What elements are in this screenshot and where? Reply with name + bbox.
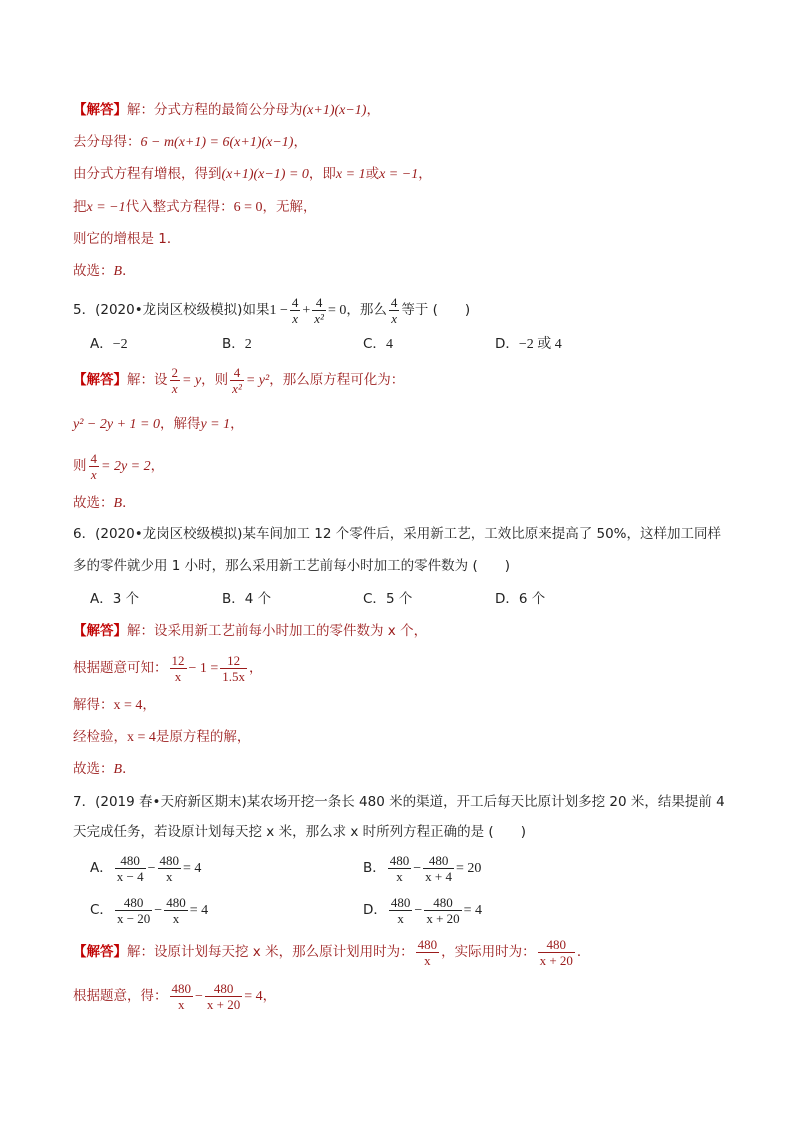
punct: ． (122, 263, 136, 279)
q5-option-a (90, 334, 128, 355)
p4-solution-line-4 (73, 197, 317, 218)
math: (x+1)(x−1) = 0 (221, 167, 309, 182)
text: ，则 (201, 372, 229, 388)
text: ，无解， (262, 199, 317, 215)
math: 1 − (269, 303, 288, 318)
q7-option-d (363, 890, 482, 931)
q6-solution-line-2 (73, 648, 263, 689)
q5-solution-line-1 (73, 360, 404, 401)
choose-label: 故选： (73, 263, 114, 279)
denominator: x (396, 868, 403, 884)
math: = 0 (327, 303, 347, 318)
question-source: (2019 春•天府新区期末) (95, 794, 247, 810)
denominator: x (174, 668, 182, 684)
fraction (389, 295, 400, 326)
fraction (312, 295, 326, 326)
fraction (170, 981, 194, 1012)
text: ，即 (308, 166, 336, 182)
operator: − (414, 903, 423, 918)
math: (x+1)(x−1) (302, 103, 367, 118)
numerator: 480 (171, 980, 191, 996)
question-source: (2020•龙岗区校级模拟) (95, 302, 243, 318)
fraction (389, 895, 413, 926)
text: 由分式方程有增根，得到 (73, 166, 222, 182)
text: 如果 (242, 302, 270, 318)
q7-option-a (90, 848, 201, 889)
q6-option-a (90, 589, 139, 609)
numerator: 4 (90, 450, 97, 466)
option-value: −2 (112, 337, 128, 352)
math: x = −1 (86, 200, 126, 215)
choose-label: 故选： (73, 495, 114, 511)
punct: ， (293, 134, 307, 150)
punct: ， (142, 697, 156, 713)
fraction (230, 365, 244, 396)
math: x = 4 (127, 730, 156, 745)
denominator: x (391, 310, 397, 326)
fraction (290, 295, 301, 326)
math: = 20 (456, 861, 482, 876)
denominator: x (172, 910, 180, 926)
p4-solution-line-3 (73, 164, 432, 185)
q7-stem-line-1 (73, 792, 725, 812)
fraction (424, 895, 461, 926)
math: 6 − m(x+1) = 6(x+1)(x−1) (140, 135, 294, 150)
question-number: 7． (73, 794, 96, 810)
question-source: (2020•龙岗区校级模拟) (95, 526, 243, 542)
math: x = −1 (379, 167, 419, 182)
text: 分式方程的最简公分母为 (154, 102, 303, 118)
numerator: 12 (220, 653, 247, 669)
operator: − (195, 989, 203, 1004)
denominator: x + 20 (539, 952, 573, 968)
denominator: x (171, 380, 178, 396)
math: = 4 (463, 903, 483, 918)
denominator: x (424, 952, 431, 968)
math: y² − 2y + 1 = 0 (73, 417, 160, 432)
question-number: 6． (73, 526, 96, 542)
punct: ， (366, 102, 380, 118)
jie-label: 解： (127, 944, 154, 960)
fraction (89, 451, 100, 482)
numerator: 4 (390, 294, 398, 310)
q6-stem-line-1 (73, 524, 721, 544)
punct: ， (150, 458, 165, 474)
q5-solution-line-3 (73, 446, 164, 487)
answer-tag: 【解答】 (73, 623, 127, 639)
fraction (416, 937, 440, 968)
operator: − (147, 861, 156, 876)
q6-option-d (495, 589, 545, 609)
fraction (220, 653, 247, 684)
jie-label: 解： (127, 372, 154, 388)
option-key: D． (363, 902, 387, 918)
denominator: x − 20 (116, 910, 151, 926)
option-key: C． (363, 591, 386, 607)
operator: − (413, 861, 422, 876)
choose-value: B (113, 264, 123, 279)
fraction (170, 365, 181, 396)
math: 6 = 0 (233, 200, 263, 215)
option-value: 3 个 (112, 591, 140, 607)
text: 是原方程的解， (155, 729, 251, 745)
option-key: B． (222, 336, 245, 352)
operator: + (302, 303, 311, 318)
text: 把 (73, 199, 87, 215)
numerator: 480 (166, 894, 186, 910)
numerator: 12 (171, 652, 185, 668)
fraction (423, 853, 454, 884)
option-key: C． (363, 336, 386, 352)
text: 根据题意，得： (73, 988, 168, 1004)
option-value: 5 个 (385, 591, 413, 607)
numerator: 480 (115, 895, 152, 911)
numerator: 480 (115, 853, 146, 869)
math: = 4 (189, 903, 209, 918)
option-key: C． (90, 902, 113, 918)
q6-option-b (222, 589, 271, 609)
q6-solution-line-4 (73, 727, 250, 748)
denominator: x + 20 (426, 910, 460, 926)
numerator: 4 (291, 294, 299, 310)
p4-solution-line-1 (73, 100, 380, 121)
numerator: 480 (389, 852, 410, 868)
answer-tag: 【解答】 (73, 102, 127, 118)
denominator: x (90, 466, 97, 482)
fraction (388, 853, 412, 884)
denominator: x² (314, 310, 324, 326)
q6-solution-line-3 (73, 695, 156, 716)
fraction (205, 981, 242, 1012)
q7-option-b (363, 848, 481, 889)
text: 则 (73, 458, 87, 474)
math: = 4 (183, 861, 202, 876)
option-value: 2 (244, 337, 252, 352)
q7-solution-line-1 (73, 932, 590, 972)
denominator: x (166, 868, 173, 884)
punct: ． (122, 761, 136, 777)
fraction (115, 895, 152, 926)
text: 根据题意可知： (73, 660, 168, 676)
operator: − (154, 903, 163, 918)
text: 设原计划每天挖 x 米，那么原计划用时为： (154, 944, 414, 960)
text: ，那么 (346, 302, 387, 318)
option-value: −2 或 4 (518, 337, 562, 352)
q7-option-c (90, 890, 208, 931)
punct: ， (418, 166, 432, 182)
text: 解得： (73, 697, 114, 713)
text: 等于 ( ) (401, 302, 471, 318)
choose-value: B (113, 762, 123, 777)
text: 去分母得： (73, 134, 141, 150)
punct: ， (249, 660, 263, 676)
q5-stem (73, 290, 470, 331)
option-key: D． (495, 336, 519, 352)
option-key: A． (90, 860, 113, 876)
q5-solution-line-2 (73, 414, 244, 435)
q6-stem-line-2: 多的零件就少用 1 小时，那么采用新工艺前每小时加工的零件数为 ( ) (73, 558, 510, 574)
numerator: 480 (424, 895, 461, 911)
numerator: 4 (230, 365, 244, 381)
denominator: x (292, 310, 298, 326)
math: x = 4 (113, 698, 143, 713)
q7-stem-line-2: 天完成任务，若设原计划每天挖 x 米，那么求 x 时所列方程正确的是 ( ) (73, 824, 526, 840)
text: 代入整式方程得： (125, 199, 234, 215)
numerator: 480 (423, 853, 454, 869)
denominator: x (397, 910, 404, 926)
fraction (538, 937, 575, 968)
q6-solution-line-1 (73, 621, 427, 641)
p4-choose-line (73, 261, 136, 282)
math: = y (182, 373, 202, 388)
denominator: x + 20 (206, 996, 241, 1012)
q6-choose-line (73, 759, 136, 780)
text: ，实际用时为： (441, 944, 536, 960)
option-key: B． (363, 860, 386, 876)
p4-solution-line-5: 则它的增根是 1． (73, 231, 181, 247)
option-key: A． (90, 591, 113, 607)
denominator: x (178, 996, 185, 1012)
math: − 1 = (188, 661, 219, 676)
denominator: x² (232, 380, 242, 396)
numerator: 4 (312, 295, 326, 311)
jie-label: 解： (127, 623, 154, 639)
denominator: x + 4 (425, 868, 453, 884)
text: 设 (154, 372, 168, 388)
punct: ， (230, 416, 244, 432)
q6-option-c (363, 589, 412, 609)
numerator: 2 (171, 364, 178, 380)
punct: ． (576, 944, 591, 960)
math: = 2y = 2 (101, 459, 151, 474)
denominator: x − 4 (116, 868, 144, 884)
choose-label: 故选： (73, 761, 114, 777)
text: ，那么原方程可化为： (269, 372, 405, 388)
option-key: D． (495, 591, 519, 607)
q5-choose-line (73, 493, 136, 514)
option-key: B． (222, 591, 245, 607)
text: 设采用新工艺前每小时加工的零件数为 x 个， (154, 623, 428, 639)
punct: ， (262, 988, 277, 1004)
math: = 4 (244, 989, 263, 1004)
denominator: 1.5x (222, 668, 246, 684)
math: = y² (245, 373, 270, 388)
option-key: A． (90, 336, 113, 352)
choose-value: B (113, 496, 123, 511)
fraction (158, 853, 182, 884)
option-value: 6 个 (518, 591, 546, 607)
text: 或 (365, 166, 380, 182)
numerator: 480 (159, 852, 179, 868)
numerator: 480 (417, 936, 438, 952)
q7-solution-line-2 (73, 976, 276, 1017)
numerator: 480 (205, 981, 242, 997)
question-text: 某车间加工 12 个零件后，采用新工艺，工效比原来提高了 50%，这样加工同样 (242, 526, 722, 542)
q5-option-c (363, 334, 393, 355)
option-value: 4 (385, 337, 393, 352)
jie-label: 解： (127, 102, 154, 118)
text: ，解得 (159, 416, 201, 432)
numerator: 480 (390, 894, 411, 910)
text: 经检验， (73, 729, 127, 745)
question-text: 某农场开挖一条长 480 米的渠道，开工后每天比原计划多挖 20 米，结果提前 4 (246, 794, 725, 810)
q5-option-b (222, 334, 252, 355)
math: x = 1 (335, 167, 366, 182)
option-value: 4 个 (244, 591, 272, 607)
question-number: 5． (73, 302, 96, 318)
fraction (115, 853, 146, 884)
q5-option-d (495, 334, 562, 355)
fraction (170, 653, 187, 684)
numerator: 480 (538, 937, 575, 953)
p4-solution-line-2 (73, 132, 307, 153)
math: y = 1 (200, 417, 231, 432)
answer-tag: 【解答】 (73, 372, 127, 388)
fraction (164, 895, 188, 926)
answer-tag: 【解答】 (73, 944, 127, 960)
punct: ． (122, 495, 136, 511)
